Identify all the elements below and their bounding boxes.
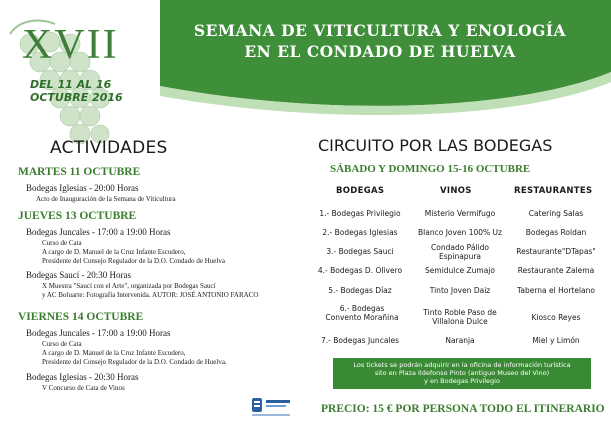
bodega-cell: 4.- Bodegas D. Olivero xyxy=(317,266,403,275)
event-venue: Bodegas Iglesias - 20:30 Horas xyxy=(26,372,139,382)
ticket-line: y en Bodegas Privilegio xyxy=(424,377,500,385)
vino-cell: Tinto Roble Paso de Villalona Dulce xyxy=(423,308,497,326)
vino-cell: Blanco Joven 100% Uz xyxy=(418,228,502,237)
ticket-line: sito en Plaza Ildefonso Pinto (antiguo Museo del Vino) xyxy=(374,369,550,377)
actividades-heading: ACTIVIDADES xyxy=(50,138,168,158)
event-line: Presidente del Consejo Regulador de la D.O. Condado de Huelva xyxy=(42,257,225,265)
event-venue: Bodegas Juncales - 17:00 a 19:00 Horas xyxy=(26,227,171,237)
price-banner: PRECIO: 15 € POR PERSONA TODO EL ITINERARIO xyxy=(321,403,605,415)
title-line-2: EN EL CONDADO DE HUELVA xyxy=(244,42,516,61)
restaurante-cell: Taberna el Hortelano xyxy=(517,286,595,295)
bodega-cell: 7.- Bodegas Juncales xyxy=(320,336,400,345)
event-line: V Concurso de Cata de Vinos xyxy=(42,384,125,392)
restaurante-cell: Bodegas Roldan xyxy=(525,228,587,237)
municipal-logo xyxy=(252,395,292,419)
event-line: Acto de Inauguración de la Semana de Viticultura xyxy=(36,195,176,203)
circuito-heading: CIRCUITO POR LAS BODEGAS xyxy=(318,136,553,155)
event-line: Curso de Cata xyxy=(42,340,82,348)
restaurante-cell: Restaurante"DTapas" xyxy=(516,247,596,256)
event-venue: Bodegas Saucí - 20:30 Horas xyxy=(26,270,131,280)
event-line: y AC Boluarte: Fotografía Intervenida. AUTOR: JOSÉ ANTONIO FARACO xyxy=(42,291,259,299)
event-line: A cargo de D. Manuel de la Cruz Infante Escudero, xyxy=(42,248,186,256)
event-dates xyxy=(30,78,123,104)
page-title xyxy=(150,20,610,62)
vino-cell: Condado Pálido Espinapura xyxy=(431,243,489,261)
event-line: X Muestra "Saucí con el Arte", organizada por Bodegas Saucí xyxy=(42,282,216,290)
bodega-cell: 6.- Bodegas Convento Morañina xyxy=(325,304,399,322)
column-header-restaurantes: RESTAURANTES xyxy=(514,186,593,196)
restaurante-cell: Miel y Limón xyxy=(532,336,580,345)
day-heading: JUEVES 13 OCTUBRE xyxy=(18,210,137,222)
bodega-cell: 5.- Bodegas Díaz xyxy=(328,286,392,295)
bodega-cell: 1.- Bodegas Privilegio xyxy=(319,209,401,218)
bodega-cell: 2.- Bodegas Iglesias xyxy=(322,228,398,237)
day-heading: VIERNES 14 OCTUBRE xyxy=(18,311,144,323)
restaurante-cell: Restaurante Zalema xyxy=(517,266,595,275)
column-header-bodegas: BODEGAS xyxy=(336,186,385,196)
event-venue: Bodegas Iglesias - 20:00 Horas xyxy=(26,183,139,193)
day-heading: MARTES 11 OCTUBRE xyxy=(18,166,141,178)
vino-cell: Tinto Joven Daiz xyxy=(429,286,491,295)
circuito-subheading: SÁBADO Y DOMINGO 15-16 OCTUBRE xyxy=(330,163,531,175)
event-line: Curso de Cata xyxy=(42,239,82,247)
title-line-1: SEMANA DE VITICULTURA Y ENOLOGÍA xyxy=(193,21,567,40)
dates-line-2: OCTUBRE 2016 xyxy=(30,91,123,104)
vino-cell: Misterio Vermifugo xyxy=(424,209,496,218)
event-line: Presidente del Consejo Regulador de la D.O. Condado de Huelva. xyxy=(42,358,227,366)
event-venue: Bodegas Juncales - 17:00 a 19:00 Horas xyxy=(26,328,171,338)
ticket-info-box xyxy=(333,358,591,389)
ticket-line: Los tickets se podrán adquirir en la oficina de información turística xyxy=(353,361,571,369)
restaurante-cell: Catering Salas xyxy=(528,209,584,218)
vino-cell: Semidulce Zumajo xyxy=(425,266,495,275)
edition-number: XVII xyxy=(22,22,119,68)
bodega-cell: 3.- Bodegas Sauci xyxy=(326,247,394,256)
vino-cell: Naranja xyxy=(445,336,475,345)
restaurante-cell: Kiosco Reyes xyxy=(531,313,581,322)
event-line: A cargo de D. Manuel de la Cruz Infante Escudero, xyxy=(42,349,186,357)
column-header-vinos: VINOS xyxy=(440,186,472,196)
dates-line-1: DEL 11 AL 16 xyxy=(30,78,112,91)
